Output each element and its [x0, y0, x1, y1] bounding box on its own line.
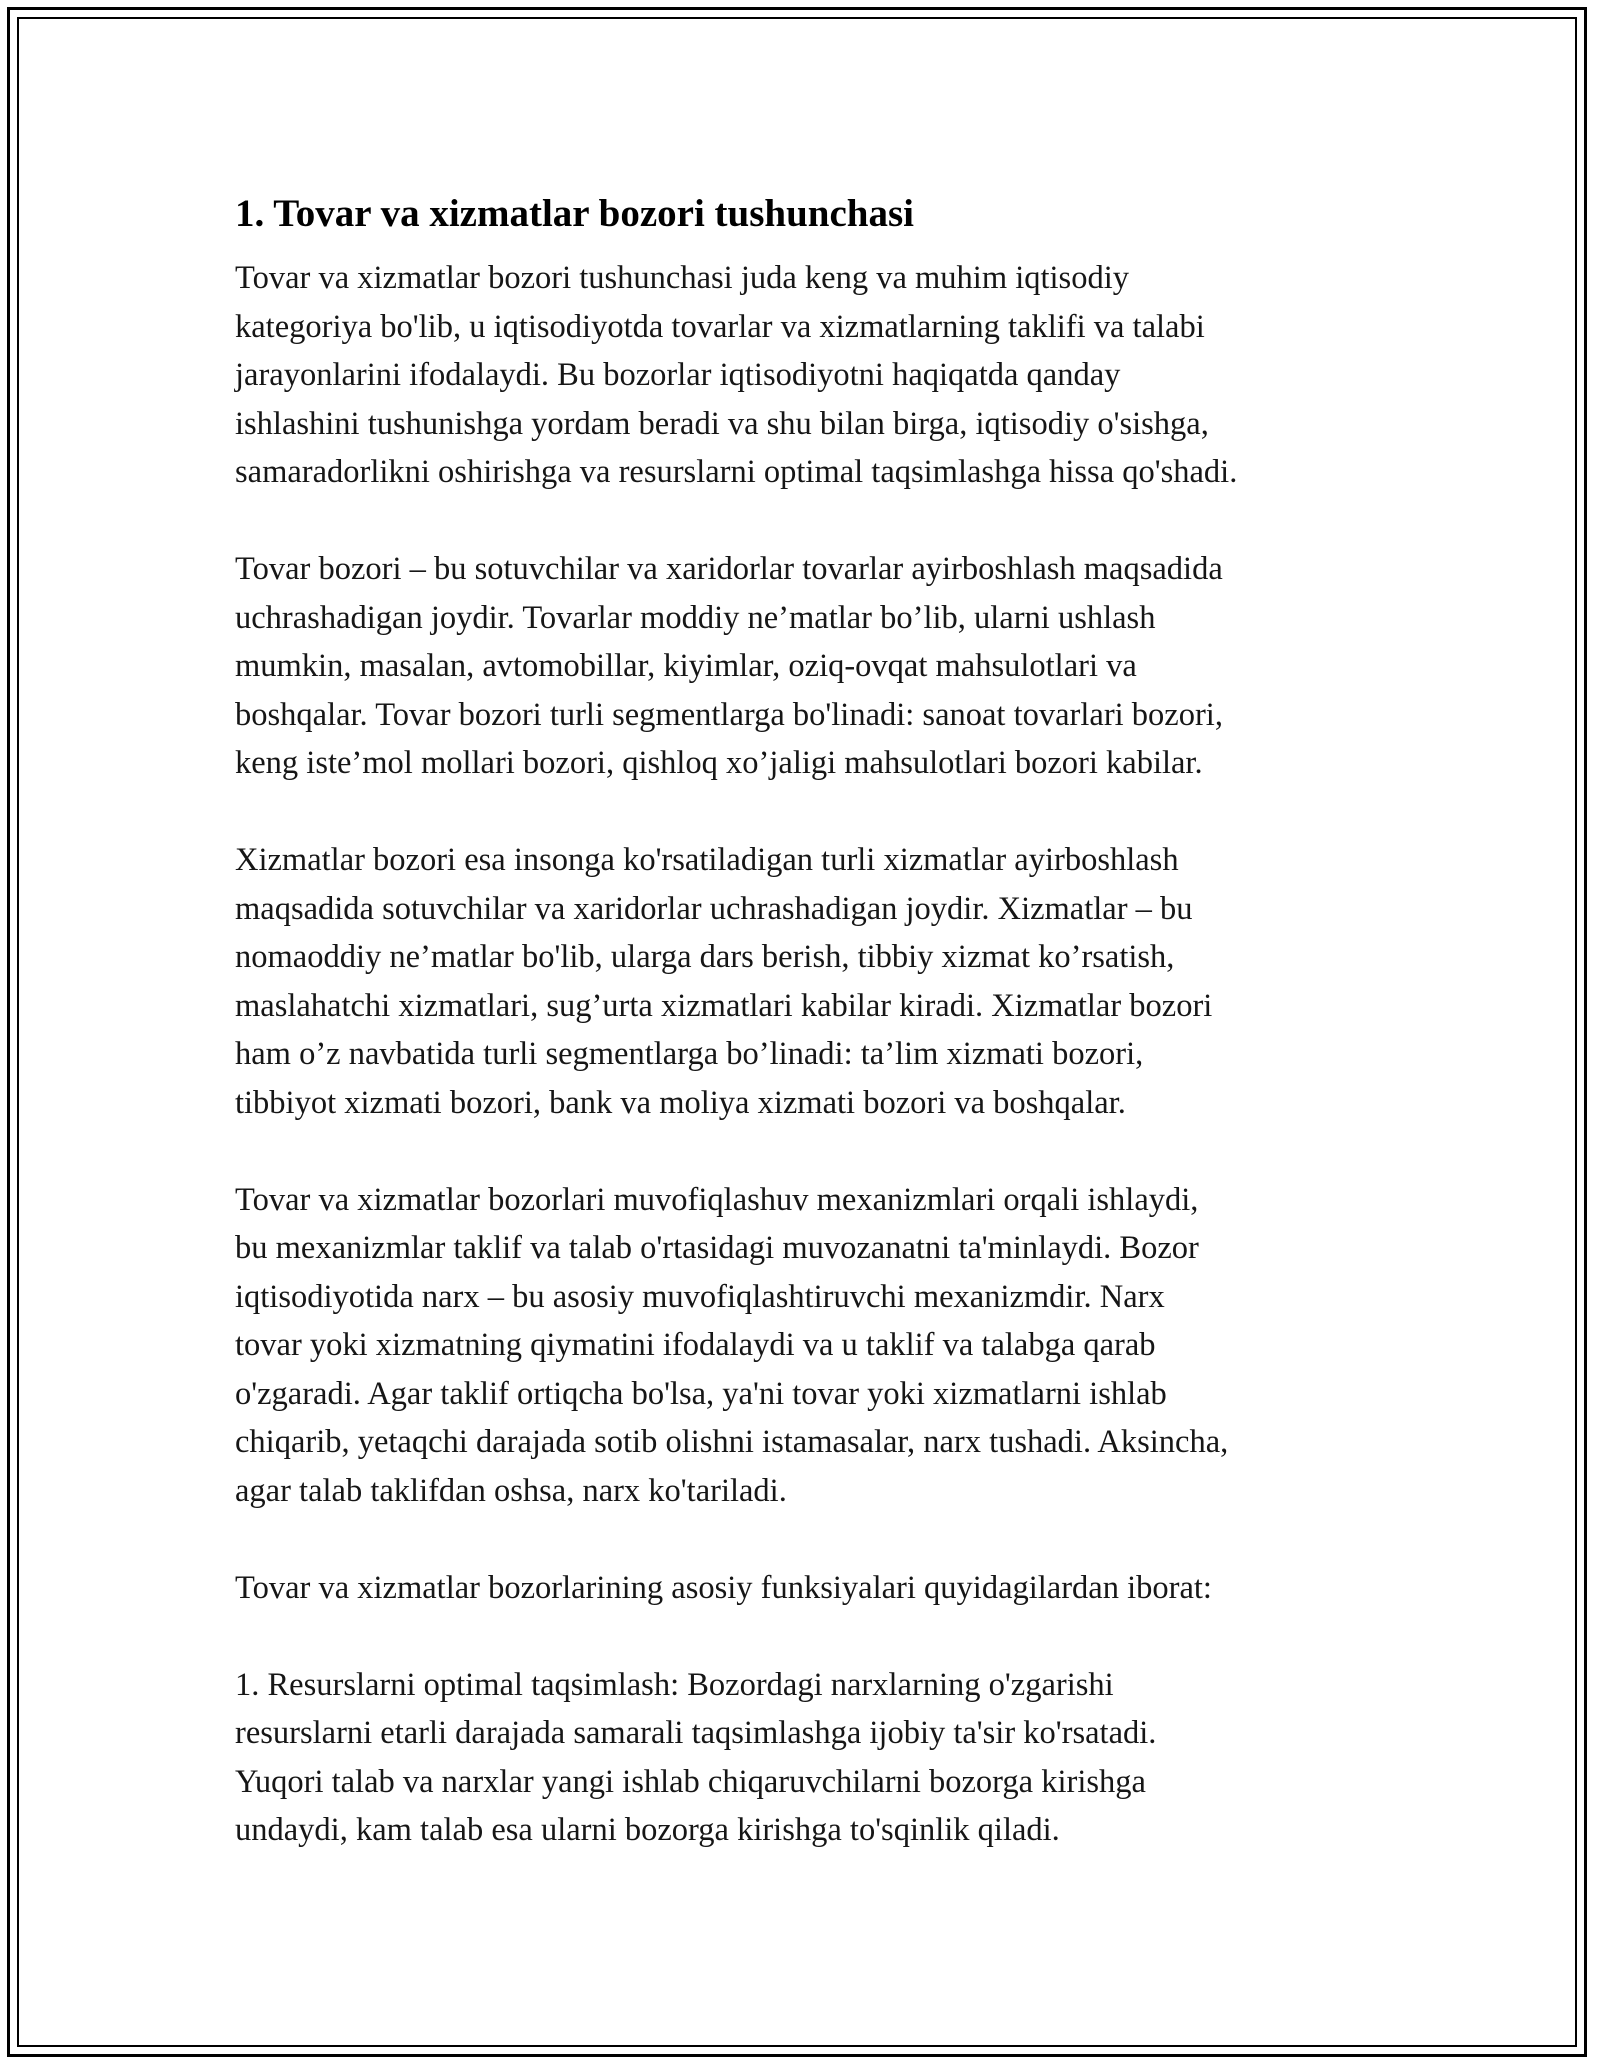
paragraph-goods-market: [235, 545, 1385, 788]
text-line: Yuqori talab va narxlar yangi ishlab chiqaruvchilarni bozorga kirishga: [235, 1763, 1146, 1800]
paragraph-functions-intro: [235, 1564, 1385, 1613]
text-line: tovar yoki xizmatning qiymatini ifodalaydi va u taklif va talabga qarab: [235, 1327, 1156, 1363]
text-line: Tovar va xizmatlar bozorlarining asosiy funksiyalari quyidagilardan iborat:: [235, 1569, 1212, 1606]
text-line: samaradorlikni oshirishga va resurslarni optimal taqsimlashga hissa qo'shadi.: [235, 454, 1238, 490]
text-line: bu mexanizmlar taklif va talab o'rtasidagi muvozanatni ta'minlaydi. Bozor: [235, 1230, 1199, 1266]
text-line: undaydi, kam talab esa ularni bozorga kirishga to'sqinlik qiladi.: [235, 1812, 1060, 1848]
text-line: resurslarni etarli darajada samarali taqsimlashga ijobiy ta'sir ko'rsatadi.: [235, 1715, 1157, 1751]
text-line: tibbiyot xizmati bozori, bank va moliya xizmati bozori va boshqalar.: [235, 1084, 1126, 1121]
text-line: 1. Resurslarni optimal taqsimlash: Bozordagi narxlarning o'zgarishi: [235, 1666, 1114, 1703]
text-line: Tovar va xizmatlar bozori tushunchasi juda keng va muhim iqtisodiy: [235, 260, 1129, 296]
text-line: Tovar va xizmatlar bozorlari muvofiqlashuv mexanizmlari orqali ishlaydi,: [235, 1181, 1199, 1218]
text-line: kategoriya bo'lib, u iqtisodiyotda tovarlar va xizmatlarning taklifi va talabi: [235, 308, 1205, 345]
paragraph-services-market: [235, 836, 1385, 1127]
text-line: keng iste’mol mollari bozori, qishloq xo’jaligi mahsulotlari bozori kabilar.: [235, 745, 1203, 781]
text-line: ishlashini tushunishga yordam beradi va shu bilan birga, iqtisodiy o'sishga,: [235, 405, 1209, 442]
text-line: uchrashadigan joydir. Tovarlar moddiy ne’matlar bo’lib, ularni ushlash: [235, 599, 1156, 636]
text-line: o'zgaradi. Agar taklif ortiqcha bo'lsa, ya'ni tovar yoki xizmatlarni ishlab: [235, 1375, 1167, 1412]
paragraph-coordination: [235, 1176, 1385, 1516]
text-line: mumkin, masalan, avtomobillar, kiyimlar, oziq-ovqat mahsulotlari va: [235, 648, 1137, 684]
text-line: agar talab taklifdan oshsa, narx ko'tariladi.: [235, 1472, 787, 1509]
text-line: jarayonlarini ifodalaydi. Bu bozorlar iqtisodiyotni haqiqatda qanday: [235, 357, 1121, 393]
paragraph-intro: [235, 254, 1385, 497]
text-line: maqsadida sotuvchilar va xaridorlar uchrashadigan joydir. Xizmatlar – bu: [235, 890, 1193, 927]
text-line: nomaoddiy ne’matlar bo'lib, ularga dars berish, tibbiy xizmat ko’rsatish,: [235, 939, 1175, 975]
text-line: chiqarib, yetaqchi darajada sotib olishni istamasalar, narx tushadi. Aksincha,: [235, 1424, 1229, 1460]
text-line: maslahatchi xizmatlari, sug’urta xizmatlari kabilar kiradi. Xizmatlar bozori: [235, 987, 1213, 1024]
text-line: Xizmatlar bozori esa insonga ko'rsatiladigan turli xizmatlar ayirboshlash: [235, 842, 1179, 878]
section-heading: 1. Tovar va xizmatlar bozori tushunchasi: [235, 192, 914, 235]
document-body: [235, 186, 1385, 1903]
text-line: ham o’z navbatida turli segmentlarga bo’linadi: ta’lim xizmati bozori,: [235, 1036, 1144, 1072]
text-line: iqtisodiyotida narx – bu asosiy muvofiqlashtiruvchi mexanizmdir. Narx: [235, 1278, 1165, 1315]
text-line: boshqalar. Tovar bozori turli segmentlarga bo'linadi: sanoat tovarlari bozori,: [235, 696, 1223, 733]
paragraph-function-1: [235, 1661, 1385, 1855]
text-line: Tovar bozori – bu sotuvchilar va xaridorlar tovarlar ayirboshlash maqsadida: [235, 551, 1223, 587]
